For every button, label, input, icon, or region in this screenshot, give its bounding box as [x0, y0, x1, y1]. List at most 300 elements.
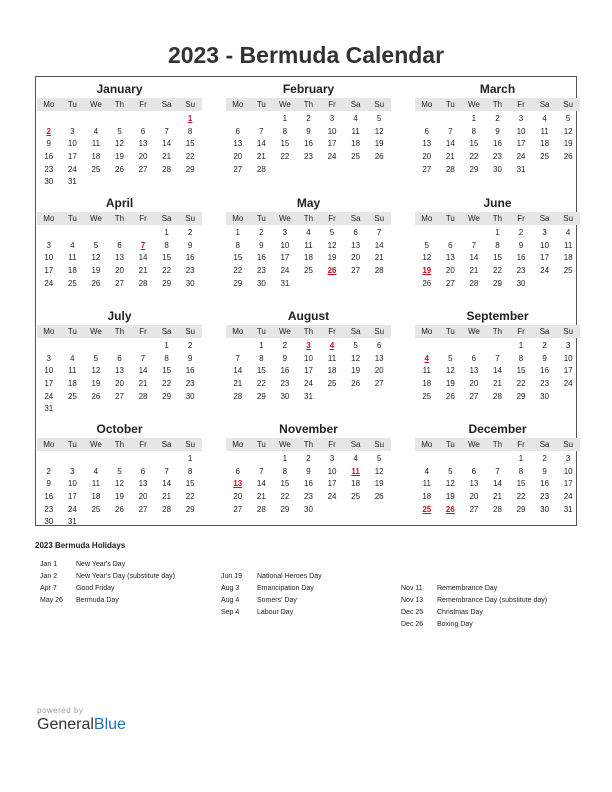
day-cell: 15 [493, 253, 502, 263]
day-cell: 4 [70, 240, 75, 250]
day-cell: 22 [516, 492, 526, 502]
day-cell: 19 [374, 139, 384, 149]
day-cell: 13 [351, 240, 361, 250]
day-cell: 21 [162, 492, 172, 502]
day-cell: 13 [469, 479, 479, 489]
day-cell: 12 [374, 126, 384, 136]
day-cell: 22 [185, 152, 195, 162]
holiday-row [401, 595, 547, 607]
day-cell: 12 [115, 139, 124, 149]
day-cell: 17 [516, 139, 526, 149]
generalblue-logo[interactable] [37, 716, 126, 734]
empty-day-cell [155, 453, 179, 466]
day-cell: 23 [44, 504, 54, 514]
empty-day-cell [37, 340, 61, 353]
weekday-label: Tu [67, 214, 77, 223]
day-cell: 1 [235, 228, 240, 237]
day-cell: 27 [138, 504, 148, 514]
day-cell: 13 [445, 253, 455, 263]
day-cell: 23 [304, 492, 313, 502]
day-cell: 27 [115, 278, 124, 288]
day-cell: 1 [471, 114, 477, 123]
day-cell: 24 [67, 164, 77, 174]
month-april [37, 196, 202, 290]
day-cell: 31 [563, 504, 573, 514]
day-cell: 25 [327, 379, 337, 389]
weekday-label: Sa [161, 214, 172, 223]
holiday-name: Remembrance Day [437, 585, 498, 592]
day-cell: 10 [516, 126, 526, 136]
day-cell: 30 [304, 504, 313, 514]
empty-day-cell [462, 227, 486, 240]
day-cell: 26 [374, 492, 384, 502]
day-cell: 18 [304, 253, 313, 263]
day-cell: 18 [67, 379, 77, 389]
day-cell: 7 [164, 126, 169, 136]
empty-day-cell [37, 227, 61, 240]
weekday-label: Th [492, 327, 503, 336]
day-grid [37, 453, 202, 529]
day-cell: 23 [493, 152, 502, 162]
holiday-column [221, 571, 322, 619]
weekday-label: Sa [539, 214, 550, 223]
day-cell: 17 [67, 492, 77, 502]
day-cell: 1 [164, 341, 169, 350]
holiday-date: Aug 4 [221, 597, 240, 604]
day-cell: 2 [46, 466, 51, 476]
day-cell: 17 [540, 253, 550, 263]
weekday-label: Fr [517, 440, 525, 449]
day-cell: 24 [327, 152, 337, 162]
day-cell: 26 [115, 504, 124, 514]
weekday-label: Fr [517, 100, 525, 109]
day-cell: 6 [471, 353, 477, 363]
weekday-label: Su [185, 214, 196, 223]
weekday-label: Sa [350, 327, 361, 336]
weekday-label: Tu [256, 327, 266, 336]
weekday-header [226, 212, 391, 225]
month-july [37, 309, 202, 416]
holiday-day-cell: 11 [351, 466, 360, 476]
day-cell: 17 [327, 479, 337, 489]
day-cell: 5 [448, 353, 453, 363]
weekday-label: Mo [43, 440, 55, 449]
day-cell: 5 [448, 466, 453, 476]
day-cell: 11 [422, 366, 431, 376]
day-cell: 10 [44, 366, 54, 376]
day-cell: 23 [44, 164, 54, 174]
day-cell: 6 [424, 126, 429, 136]
day-cell: 30 [540, 391, 550, 401]
day-cell: 16 [185, 253, 195, 263]
day-cell: 5 [93, 353, 99, 363]
holiday-date: Dec 25 [401, 609, 424, 616]
day-cell: 6 [140, 466, 146, 476]
empty-day-cell [84, 113, 108, 126]
day-cell: 9 [495, 126, 500, 136]
day-cell: 14 [374, 240, 384, 250]
day-cell: 29 [493, 278, 502, 288]
day-cell: 29 [280, 504, 290, 514]
empty-day-cell [37, 113, 61, 126]
day-cell: 18 [91, 152, 101, 162]
day-cell: 9 [542, 466, 547, 476]
day-cell: 7 [495, 466, 500, 476]
day-cell: 15 [185, 139, 195, 149]
day-cell: 10 [280, 240, 290, 250]
day-cell: 9 [46, 139, 51, 149]
day-grid [415, 340, 580, 403]
month-june [415, 196, 580, 290]
day-cell: 4 [424, 466, 429, 476]
weekday-label: Sa [539, 100, 550, 109]
day-cell: 10 [67, 479, 77, 489]
weekday-label: Th [303, 440, 314, 449]
day-cell: 3 [329, 454, 335, 463]
day-cell: 10 [327, 126, 337, 136]
day-cell: 21 [469, 266, 479, 276]
day-cell: 18 [67, 266, 77, 276]
holiday-row [221, 583, 322, 595]
weekday-header [226, 438, 391, 451]
weekday-label: Sa [539, 327, 550, 336]
holiday-day-cell: 4 [329, 341, 335, 350]
weekday-label: Mo [232, 100, 244, 109]
day-cell: 7 [235, 353, 240, 363]
weekday-header [37, 325, 202, 338]
day-cell: 29 [256, 391, 266, 401]
day-cell: 11 [327, 353, 337, 363]
day-cell: 12 [327, 240, 337, 250]
weekday-header [37, 438, 202, 451]
day-cell: 26 [351, 379, 361, 389]
weekday-label: Fr [328, 327, 336, 336]
day-cell: 15 [516, 366, 526, 376]
weekday-label: Th [303, 214, 314, 223]
day-cell: 6 [235, 126, 240, 136]
empty-day-cell [250, 453, 274, 466]
day-cell: 17 [304, 366, 313, 376]
day-cell: 2 [259, 228, 264, 237]
weekday-label: Tu [256, 440, 266, 449]
day-cell: 14 [493, 366, 502, 376]
weekday-header [226, 325, 391, 338]
day-cell: 19 [115, 492, 124, 502]
holiday-day-cell: 2 [46, 126, 51, 136]
day-cell: 19 [563, 139, 573, 149]
day-cell: 29 [162, 391, 172, 401]
day-cell: 22 [280, 492, 290, 502]
day-cell: 23 [540, 379, 550, 389]
day-cell: 14 [162, 139, 172, 149]
day-cell: 11 [91, 139, 101, 149]
day-cell: 14 [233, 366, 243, 376]
day-cell: 31 [280, 278, 290, 288]
day-cell: 9 [542, 353, 547, 363]
month-name: June [483, 196, 512, 210]
day-cell: 21 [493, 492, 502, 502]
weekday-label: Tu [445, 214, 455, 223]
weekday-label: Su [374, 327, 385, 336]
day-cell: 18 [540, 139, 550, 149]
day-cell: 20 [469, 379, 479, 389]
day-cell: 18 [351, 479, 361, 489]
day-cell: 31 [516, 164, 526, 174]
day-cell: 16 [540, 479, 550, 489]
day-cell: 21 [256, 492, 266, 502]
day-cell: 20 [115, 379, 124, 389]
day-cell: 17 [563, 479, 573, 489]
day-cell: 16 [540, 366, 550, 376]
weekday-label: Mo [421, 440, 433, 449]
day-cell: 3 [70, 466, 75, 476]
empty-day-cell [37, 453, 61, 466]
day-cell: 28 [493, 504, 502, 514]
weekday-label: Mo [232, 214, 244, 223]
day-cell: 11 [68, 253, 77, 263]
weekday-label: Sa [350, 214, 361, 223]
day-cell: 7 [164, 466, 169, 476]
holiday-date: Apr 7 [40, 585, 57, 592]
day-cell: 4 [70, 353, 75, 363]
weekday-header [415, 98, 580, 111]
weekday-label: We [89, 100, 102, 109]
day-cell: 28 [138, 391, 148, 401]
holiday-name: New Year's Day (substitute day) [76, 573, 175, 580]
day-cell: 1 [518, 454, 524, 463]
day-cell: 11 [422, 479, 431, 489]
empty-day-cell [131, 340, 155, 353]
month-name: July [107, 309, 132, 323]
weekday-label: Th [492, 214, 503, 223]
weekday-label: Th [303, 327, 314, 336]
empty-day-cell [61, 227, 85, 240]
weekday-label: Su [185, 100, 196, 109]
empty-day-cell [226, 340, 250, 353]
day-cell: 19 [374, 479, 384, 489]
holiday-date: Nov 11 [401, 585, 423, 592]
month-name: March [479, 82, 516, 96]
weekday-label: We [278, 440, 291, 449]
day-cell: 13 [138, 139, 148, 149]
day-cell: 16 [516, 253, 526, 263]
day-cell: 21 [233, 379, 243, 389]
holiday-date: Aug 3 [221, 585, 240, 592]
day-cell: 16 [44, 152, 54, 162]
day-cell: 1 [495, 228, 500, 237]
weekday-label: Th [303, 100, 314, 109]
day-cell: 8 [282, 466, 288, 476]
day-cell: 27 [233, 164, 243, 174]
weekday-label: We [278, 100, 291, 109]
day-cell: 29 [233, 278, 243, 288]
weekday-header [37, 212, 202, 225]
month-name: October [96, 422, 143, 436]
day-cell: 10 [563, 353, 573, 363]
day-cell: 24 [516, 152, 526, 162]
day-cell: 24 [44, 391, 54, 401]
holiday-row [401, 607, 547, 619]
holiday-day-cell: 26 [445, 504, 455, 514]
day-cell: 15 [280, 139, 290, 149]
day-cell: 27 [233, 504, 243, 514]
weekday-label: Mo [232, 440, 244, 449]
month-name: April [105, 196, 134, 210]
empty-day-cell [462, 453, 486, 466]
day-cell: 13 [138, 479, 148, 489]
day-cell: 25 [351, 492, 361, 502]
weekday-label: We [467, 327, 480, 336]
day-cell: 9 [187, 353, 193, 363]
weekday-label: Fr [139, 100, 147, 109]
day-cell: 10 [304, 353, 313, 363]
month-name: December [468, 422, 527, 436]
day-cell: 4 [542, 114, 547, 123]
day-cell: 18 [351, 139, 361, 149]
day-cell: 28 [493, 391, 502, 401]
day-cell: 8 [282, 126, 288, 136]
day-cell: 18 [91, 492, 101, 502]
day-cell: 24 [563, 492, 573, 502]
empty-day-cell [439, 227, 463, 240]
day-cell: 24 [44, 278, 54, 288]
day-cell: 4 [93, 466, 99, 476]
weekday-label: Tu [67, 100, 77, 109]
day-cell: 11 [351, 126, 360, 136]
day-cell: 31 [67, 517, 77, 527]
day-cell: 26 [374, 152, 384, 162]
day-cell: 14 [256, 479, 266, 489]
empty-day-cell [108, 340, 132, 353]
day-cell: 6 [117, 353, 122, 363]
day-cell: 22 [280, 152, 290, 162]
day-cell: 26 [115, 164, 124, 174]
day-cell: 9 [259, 240, 264, 250]
day-cell: 8 [235, 240, 240, 250]
day-cell: 3 [46, 240, 51, 250]
day-cell: 5 [376, 454, 382, 463]
day-cell: 9 [518, 240, 524, 250]
day-cell: 28 [469, 278, 479, 288]
day-cell: 10 [44, 253, 54, 263]
day-cell: 23 [256, 266, 266, 276]
month-name: September [466, 309, 529, 323]
day-cell: 4 [93, 126, 99, 136]
day-cell: 16 [304, 139, 313, 149]
day-cell: 28 [256, 504, 266, 514]
day-cell: 24 [327, 492, 337, 502]
holiday-date: Dec 26 [401, 621, 424, 628]
weekday-header [415, 325, 580, 338]
day-cell: 3 [542, 228, 547, 237]
weekday-label: Fr [517, 214, 525, 223]
day-grid [226, 340, 391, 403]
day-cell: 15 [256, 366, 266, 376]
day-cell: 11 [68, 366, 77, 376]
day-cell: 6 [471, 466, 477, 476]
holiday-date: Nov 13 [401, 597, 424, 604]
weekday-label: Th [492, 440, 503, 449]
day-cell: 15 [162, 253, 172, 263]
empty-day-cell [155, 113, 179, 126]
day-cell: 26 [563, 152, 573, 162]
month-january [37, 82, 202, 189]
day-cell: 31 [67, 177, 77, 187]
day-cell: 20 [138, 152, 148, 162]
weekday-label: Th [114, 100, 125, 109]
holiday-name: Good Friday [76, 585, 115, 592]
empty-day-cell [439, 113, 463, 126]
day-cell: 11 [540, 126, 549, 136]
holiday-day-cell: 4 [424, 353, 429, 363]
day-cell: 13 [469, 366, 479, 376]
day-cell: 22 [185, 492, 195, 502]
day-cell: 15 [469, 139, 479, 149]
holiday-date: May 26 [40, 597, 63, 604]
day-cell: 13 [233, 139, 243, 149]
day-cell: 2 [306, 114, 311, 123]
day-cell: 20 [233, 492, 243, 502]
day-cell: 12 [115, 479, 124, 489]
day-cell: 5 [353, 341, 358, 350]
holiday-day-cell: 13 [233, 479, 243, 489]
holiday-date: Jan 1 [40, 561, 58, 568]
day-cell: 27 [374, 379, 384, 389]
holiday-column [401, 583, 547, 631]
day-cell: 5 [93, 240, 99, 250]
holiday-column [40, 559, 175, 607]
day-cell: 28 [162, 164, 172, 174]
weekday-label: Sa [161, 327, 172, 336]
holiday-day-cell: 1 [187, 114, 193, 123]
day-cell: 27 [445, 278, 455, 288]
holiday-row [221, 571, 322, 583]
day-cell: 2 [495, 114, 500, 123]
day-cell: 31 [304, 391, 313, 401]
holiday-name: Christmas Day [437, 609, 483, 616]
day-cell: 3 [565, 341, 571, 350]
day-cell: 26 [422, 278, 432, 288]
holiday-row [221, 595, 322, 607]
day-cell: 30 [185, 278, 195, 288]
day-cell: 23 [185, 379, 195, 389]
day-cell: 14 [162, 479, 172, 489]
day-cell: 3 [282, 228, 288, 237]
empty-day-cell [131, 453, 155, 466]
weekday-label: Fr [328, 214, 336, 223]
day-cell: 18 [327, 366, 337, 376]
day-cell: 24 [280, 266, 290, 276]
day-cell: 1 [259, 341, 264, 350]
day-cell: 18 [422, 492, 432, 502]
day-cell: 19 [115, 152, 124, 162]
day-cell: 31 [44, 404, 54, 414]
holidays-title: 2023 Bermuda Holidays [35, 541, 126, 550]
weekday-label: We [89, 327, 102, 336]
empty-day-cell [415, 113, 439, 126]
day-cell: 17 [67, 152, 77, 162]
holiday-name: Labour Day [257, 609, 294, 616]
holiday-day-cell: 25 [422, 504, 432, 514]
day-cell: 23 [540, 492, 550, 502]
day-cell: 8 [187, 126, 193, 136]
holiday-name: Somers' Day [257, 597, 297, 604]
month-february [226, 82, 391, 176]
day-cell: 15 [185, 479, 195, 489]
holiday-row [40, 595, 175, 607]
day-cell: 26 [91, 391, 101, 401]
holiday-row [221, 607, 322, 619]
